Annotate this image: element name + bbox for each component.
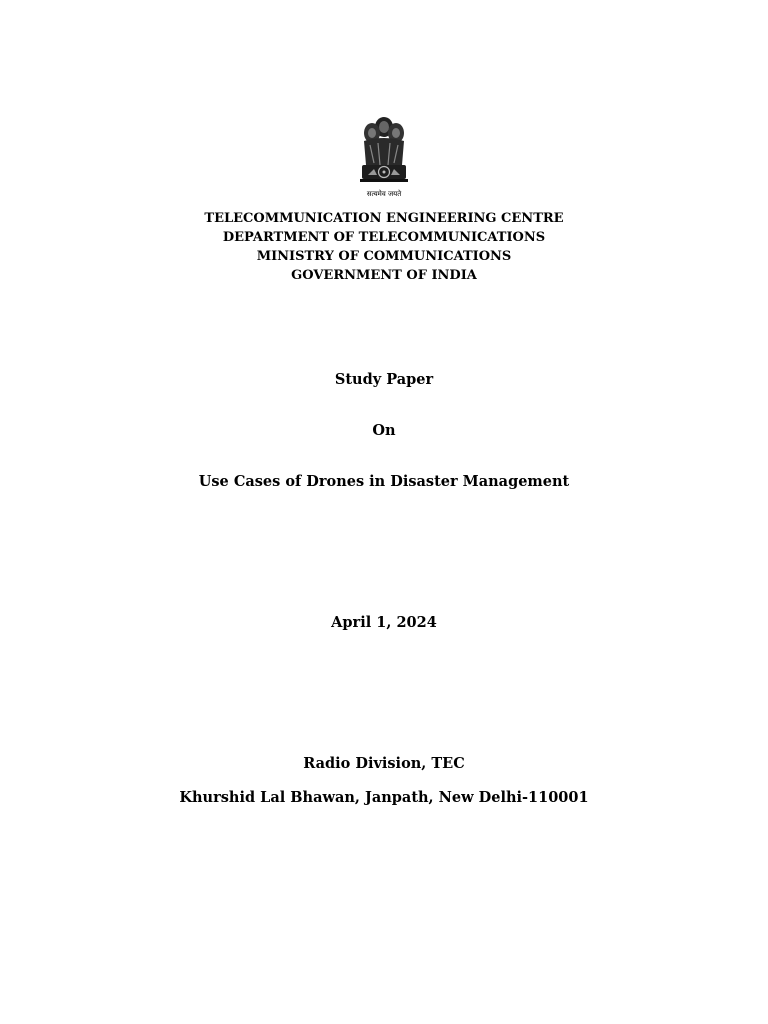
org-line-centre: TELECOMMUNICATION ENGINEERING CENTRE <box>204 211 564 226</box>
emblem-motto: सत्यमेव जयते <box>366 190 402 198</box>
org-line-government: GOVERNMENT OF INDIA <box>291 268 477 283</box>
org-line-ministry: MINISTRY OF COMMUNICATIONS <box>256 249 512 264</box>
org-line-department: DEPARTMENT OF TELECOMMUNICATIONS <box>222 230 546 245</box>
office-address: Khurshid Lal Bhawan, Janpath, New Delhi-110001 <box>179 789 589 806</box>
doc-date: April 1, 2024 <box>331 614 437 631</box>
doc-type: Study Paper <box>334 371 434 388</box>
title-connector: On <box>372 422 396 439</box>
division-name: Radio Division, TEC <box>303 755 465 772</box>
doc-subject: Use Cases of Drones in Disaster Management <box>198 473 570 490</box>
